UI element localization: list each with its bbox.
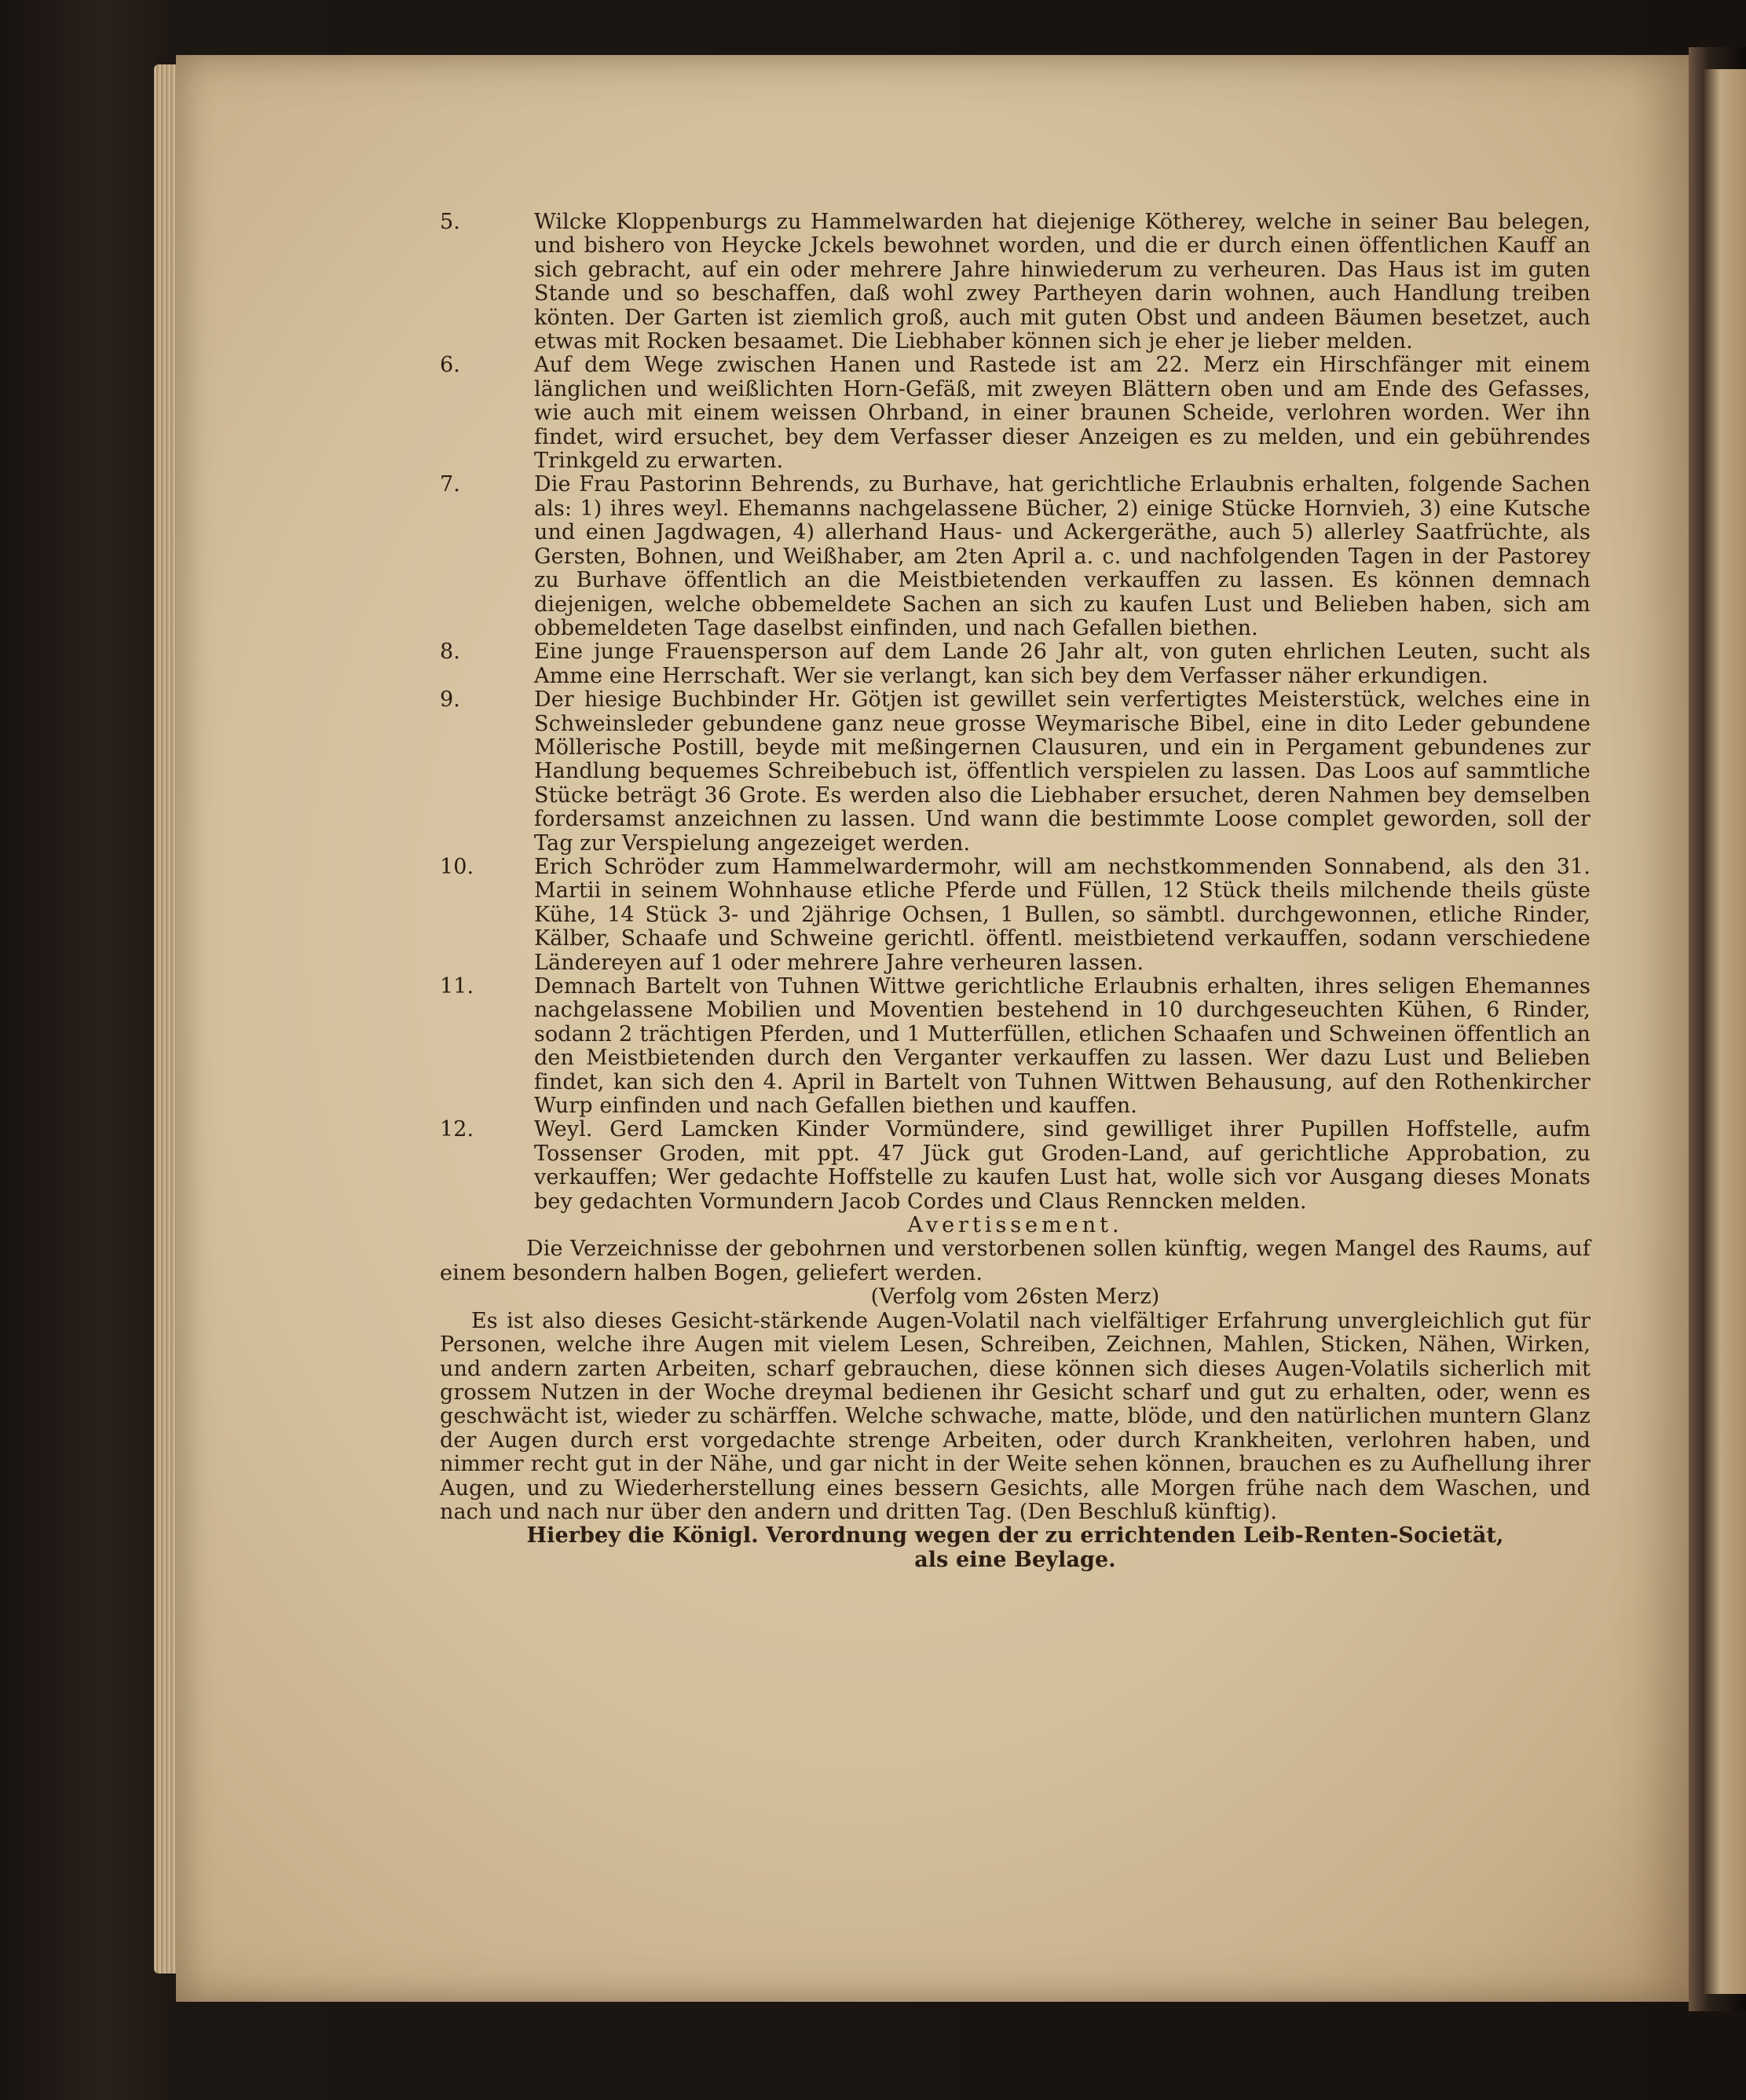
facing-page-edge — [1703, 69, 1746, 1994]
notice-number: 10. — [440, 854, 474, 879]
avertissement-heading: Avertissement. — [907, 1213, 1123, 1238]
notice-number: 6. — [440, 353, 460, 378]
notice-text: Demnach Bartelt von Tuhnen Wittwe gerichtliche Erlaubnis erhalten, ihres seligen Ehemannes nachgelassene Mobilien und Moventien bestehend in 10 durchgeseuchten Kühen, 6 Rinder, sodann 2 trächtigen Pferden, und 1 Mutterfüllen, etlichen Schaafen und Schweinen öffentlich an den Meistbietenden durch den Verganter verkauffen zu lassen. Wer dazu Lust und Belieben findet, kan sich den 4. April in Bartelt von Tuhnen Wittwen Behausung, auf den Rothenkircher Wurp einfinden und nach Gefallen biethen und kauffen. — [534, 974, 1590, 1119]
notice-text: Auf dem Wege zwischen Hanen und Rastede ist am 22. Merz ein Hirschfänger mit einem länglichen und weißlichten Horn-Gefäß, mit zweyen Blättern oben und am Ende des Gefasses, wie auch mit einem weissen Ohrband, in einer braunen Scheide, verlohren worden. Wer ihn findet, wird ersuchet, bey dem Verfasser dieser Anzeigen es zu melden, und ein gebührendes Trinkgeld zu erwarten. — [534, 353, 1590, 474]
notice-text: Die Frau Pastorinn Behrends, zu Burhave, hat gerichtliche Erlaubnis erhalten, folgende Sachen als: 1) ihres weyl. Ehemanns nachgelassene Bücher, 2) einige Stücke Hornvieh, 3) eine Kutsche und einen Jagdwagen, 4) allerhand Haus- und Ackergeräthe, auch 5) allerley Saatfrüchte, als Gersten, Bohnen, und Weißhaber, am 2ten April a. c. und nachfolgenden Tagen in der Pastorey zu Burhave öffentlich an die Meistbietenden verkauffen zu lassen. Es können demnach diejenigen, welche obbemeldete Sachen an sich zu kaufen Lust und Belieben haben, sich am obbemeldeten Tage daselbst einfinden, und nach Gefallen biethen. — [534, 472, 1590, 640]
notice-8 — [440, 640, 1590, 688]
notice-12 — [440, 1118, 1590, 1214]
notice-number: 7. — [440, 472, 460, 497]
notice-text: Weyl. Gerd Lamcken Kinder Vormündere, sind gewilliget ihrer Pupillen Hoffstelle, aufm Tossenser Groden, mit ppt. 47 Jück gut Groden-Land, auf gerichtliche Approbation, zu verkauffen; Wer gedachte Hoffstelle zu kaufen Lust hat, wolle sich vor Ausgang dieses Monats bey gedachten Vormundern Jacob Cordes und Claus Renncken melden. — [534, 1117, 1590, 1214]
notice-text: Eine junge Frauensperson auf dem Lande 26 Jahr alt, von guten ehrlichen Leuten, sucht als Amme eine Herrschaft. Wer sie verlangt, kan sich bey dem Verfasser näher erkundigen. — [534, 640, 1590, 688]
avertissement-text: Die Verzeichnisse der gebohrnen und verstorbenen sollen künftig, wegen Mangel des Raums, auf einem besondern halben Bogen, geliefert werden. — [440, 1237, 1590, 1285]
notice-11 — [440, 975, 1590, 1118]
notice-5 — [440, 211, 1590, 354]
closing-line-1: Hierbey die Königl. Verordnung wegen der zu errichtenden Leib-Renten-Societät, — [526, 1523, 1504, 1548]
closing-line-2: als eine Beylage. — [914, 1547, 1116, 1572]
notice-text: Erich Schröder zum Hammelwardermohr, will am nechstkommenden Sonnabend, als den 31. Martii in seinem Wohnhause etliche Pferde und Füllen, 12 Stück theils milchende theils güste Kühe, 14 Stück 3- und 2jährige Ochsen, 1 Bullen, so sämbtl. durchgewonnen, etliche Rinder, Kälber, Schaafe und Schweine gerichtl. öffentl. meistbietend verkauffen, sodann verschiedene Ländereyen auf 1 oder mehrere Jahre verheuren lassen. — [534, 854, 1590, 975]
notice-text: Der hiesige Buchbinder Hr. Götjen ist gewillet sein verfertigtes Meisterstück, welches eine in Schweinsleder gebundene ganz neue grosse Weymarische Bibel, eine in dito Leder gebundene Möllerische Postill, beyde mit meßingernen Clausuren, und ein in Pergament gebundenes zur Handlung bequemes Schreibebuch ist, öffentlich verspielen zu lassen. Das Loos auf sammtliche Stücke beträgt 36 Grote. Es werden also die Liebhaber ersuchet, deren Nahmen bey demselben fordersamst anzeichnen zu lassen. Und wann die bestimmte Loose complet geworden, soll der Tag zur Verspielung angezeiget werden. — [534, 687, 1590, 856]
notice-10 — [440, 856, 1590, 975]
notice-number: 5. — [440, 210, 460, 234]
notice-number: 12. — [440, 1117, 474, 1142]
notice-text: Wilcke Kloppenburgs zu Hammelwarden hat diejenige Kötherey, welche in seiner Bau belegen, und bishero von Heycke Jckels bewohnet worden, und die er durch einen öffentlichen Kauff an sich gebracht, auf ein oder mehrere Jahre hinwiederum zu verheuren. Das Haus ist im guten Stande und so beschaffen, daß wohl zwey Partheyen darin wohnen, auch Handlung treiben könten. Der Garten ist ziemlich groß, auch mit guten Obst und andeen Bäumen besetzet, auch etwas mit Rocken besaamet. Die Liebhaber können sich je eher je lieber melden. — [534, 210, 1590, 354]
notice-9 — [440, 688, 1590, 856]
page-text — [440, 211, 1590, 1572]
notice-number: 9. — [440, 687, 460, 713]
notice-6 — [440, 354, 1590, 473]
verfolg-heading: (Verfolg vom 26sten Merz) — [870, 1285, 1160, 1310]
verfolg-text: Es ist also dieses Gesicht-stärkende Augen-Volatil nach vielfältiger Erfahrung unvergleichlich gut für Personen, welche ihre Augen mit vielem Lesen, Schreiben, Zeichnen, Mahlen, Sticken, Nähen, Wirken, und andern zarten Arbeiten, scharf gebrauchen, diese können sich dieses Augen-Volatils sicherlich mit grossem Nutzen in der Woche dreymal bedienen ihr Gesicht scharf und gut zu erhalten, oder, wenn es geschwächt ist, wieder zu schärffen. Welche schwache, matte, blöde, und den natürlichen muntern Glanz der Augen durch erst vorgedachte strenge Arbeiten, oder durch Krankheiten, verlohren haben, und nimmer recht gut in der Nähe, und gar nicht in der Weite sehen können, brauchen es zu Aufhellung ihrer Augen, und zu Wiederherstellung eines bessern Gesichts, alle Morgen frühe nach dem Waschen, und nach und nach nur über den andern und dritten Tag. (Den Beschluß künftig). — [440, 1308, 1590, 1524]
notice-number: 8. — [440, 640, 460, 665]
notice-7 — [440, 473, 1590, 640]
notice-number: 11. — [440, 974, 474, 999]
